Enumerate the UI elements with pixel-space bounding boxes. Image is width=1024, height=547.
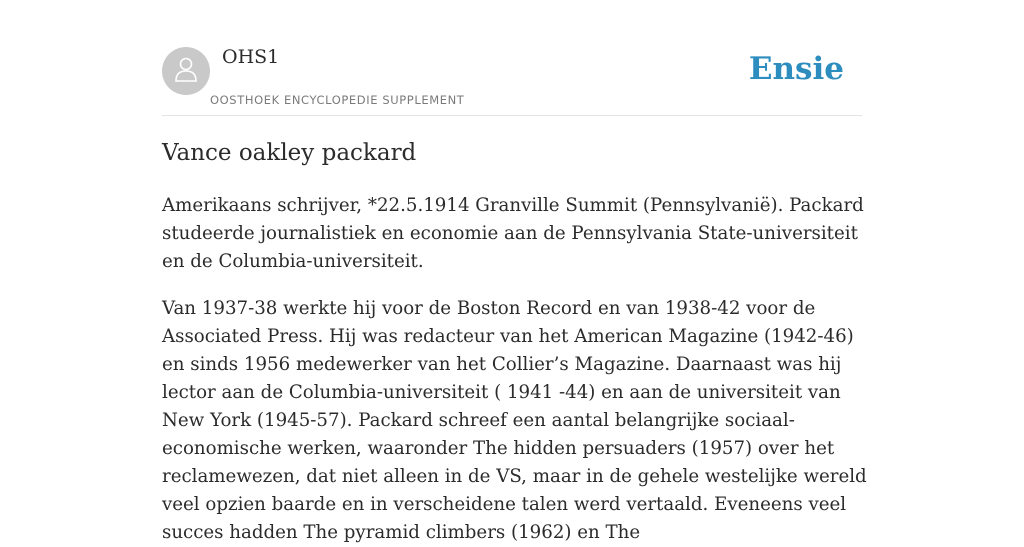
article-paragraph: Van 1937-38 werkte hij voor de Boston Record en van 1938-42 voor de Associated Press. Hij was redacteur van het American Magazine (1942-46) en sinds 1956 medewerker van het Collier’s Magazine. Daarnaast was hij lector aan de Columbia-universiteit ( 1941 -44) en aan de universiteit van New York (1945-57). Packard schreef een aantal belangrijke sociaal-economische werken, waaronder The hidden persuaders (1957) over het reclamewezen, dat niet alleen in de VS, maar in de gehele westelijke wereld veel opzien baarde en in verscheidene talen werd vertaald. Eveneens veel succes hadden The pyramid climbers (1962) en The bbox=[162, 298, 867, 543]
user-icon bbox=[171, 54, 201, 88]
article-paragraph: Amerikaans schrijver, *22.5.1914 Granville Summit (Pennsylvanië). Packard studeerde journalistiek en economie aan de Pennsylvania State-universiteit en de Columbia-universiteit. bbox=[162, 195, 864, 272]
brand-logo[interactable]: Ensie bbox=[748, 51, 844, 87]
avatar[interactable] bbox=[162, 47, 210, 95]
publication-name[interactable]: OOSTHOEK ENCYCLOPEDIE SUPPLEMENT bbox=[210, 93, 465, 107]
article-header bbox=[162, 0, 862, 116]
author-name[interactable]: OHS1 bbox=[222, 46, 280, 68]
article-container bbox=[162, 0, 867, 543]
article-title: Vance oakley packard bbox=[162, 140, 417, 166]
